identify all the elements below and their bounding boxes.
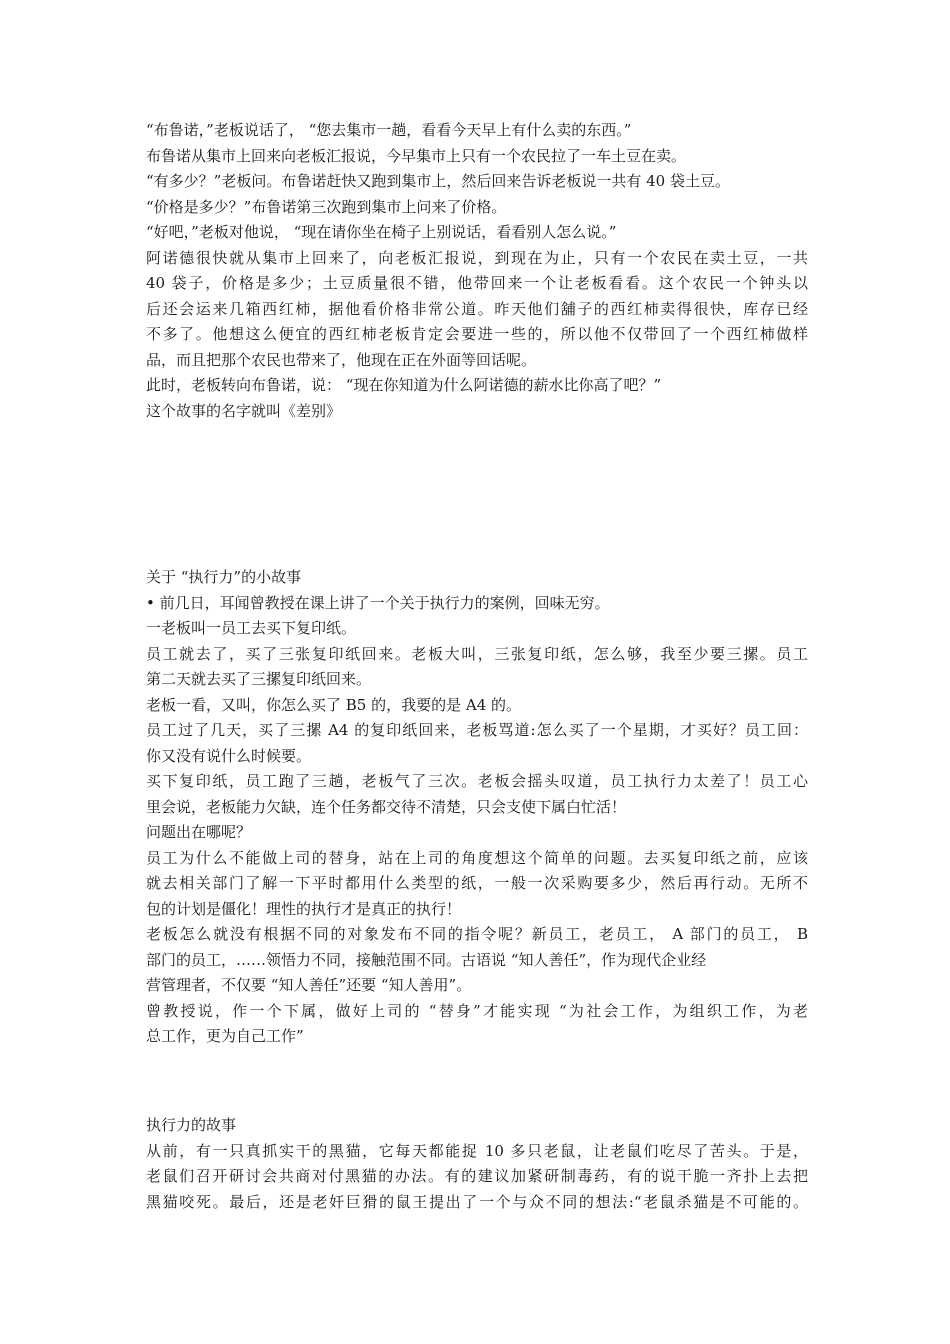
section-title: 执行力的故事 [146,1116,237,1134]
paragraph-line: 营管理者，不仅要 “知人善任”还要 “知人善用”。 [146,976,472,994]
paragraph-line: 阿诺德很快就从集市上回来了，向老板汇报说，到现在为止，只有一个农民在卖土豆，一共 [146,248,808,267]
paragraph-line: 总工作，更为自己工作” [146,1027,304,1045]
paragraph-line: “有多少？”老板问。布鲁诺赶快又跑到集市上，然后回来告诉老板说一共有 40 袋土豆。 [146,172,730,190]
paragraph-line: “好吧，”老板对他说， “现在请你坐在椅子上别说话，看看别人怎么说。” [146,223,617,241]
paragraph-line: 第二天就去买了三摞复印纸回来。 [146,670,372,688]
paragraph-line: 从前，有一只真抓实干的黑猫，它每天都能捉 10 多只老鼠，让老鼠们吃尽了苦头。于是， [146,1141,808,1160]
paragraph-line: 你又没有说什么时候要。 [146,746,312,765]
bullet-line: • 前几日，耳闻曾教授在课上讲了一个关于执行力的案例，回味无穷。 [146,593,610,612]
story-difference [146,118,808,424]
story-execution-copy-paper [146,565,808,1050]
paragraph-line: “布鲁诺，”老板说话了， “您去集市一趟，看看今天早上有什么卖的东西。” [146,121,632,139]
paragraph-line: 此时，老板转向布鲁诺，说： “现在你知道为什么阿诺德的薪水比你高了吧？” [146,376,662,394]
paragraph-line: 40 袋子，价格是多少；土豆质量很不错，他带回来一个让老板看看。这个农民一个钟头以 [146,274,808,292]
paragraph-line: 员工为什么不能做上司的替身，站在上司的角度想这个简单的问题。去买复印纸之前，应该 [146,848,808,867]
paragraph-line: 买下复印纸，员工跑了三趟，老板气了三次。老板会摇头叹道，员工执行力太差了！员工心 [146,772,808,790]
paragraph-line: 黑猫咬死。最后，还是老奸巨猾的鼠王提出了一个与众不同的想法:“老鼠杀猫是不可能的。 [146,1192,808,1211]
paragraph-line: 里会说，老板能力欠缺，连个任务都交待不清楚，只会支使下属白忙活！ [146,797,627,816]
paragraph-line: 就去相关部门了解一下平时都用什么类型的纸，一般一次采购要多少，然后再行动。无所不 [146,874,808,892]
paragraph-line: 老板怎么就没有根据不同的对象发布不同的指令呢？新员工，老员工， A 部门的员工， B [146,925,808,943]
paragraph-line: 员工就去了，买了三张复印纸回来。老板大叫，三张复印纸，怎么够，我至少要三摞。员工 [146,644,808,663]
paragraph-line: 布鲁诺从集市上回来向老板汇报说，今早集市上只有一个农民拉了一车土豆在卖。 [146,146,687,165]
paragraph-line: 一老板叫一员工去买下复印纸。 [146,619,357,637]
story-execution-black-cat [146,1113,808,1215]
paragraph-line: 部门的员工，……领悟力不同，接触范围不同。古语说 “知人善任”，作为现代企业经 [146,950,707,969]
paragraph-line: 问题出在哪呢？ [146,823,252,841]
paragraph-line: 员工过了几天，买了三摞 A4 的复印纸回来，老板骂道:怎么买了一个星期，才买好？员工回： [146,721,808,739]
paragraph-line: 不多了。他想这么便宜的西红柿老板肯定会要进一些的，所以他不仅带回了一个西红柿做样 [146,325,808,343]
paragraph-line: “价格是多少？”布鲁诺第三次跑到集市上问来了价格。 [146,197,507,216]
paragraph-line: 老鼠们召开研讨会共商对付黑猫的办法。有的建议加紧研制毒药，有的说干脆一齐扑上去把 [146,1167,808,1185]
paragraph-line: 曾教授说，作一个下属，做好上司的 “替身”才能实现 “为社会工作，为组织工作，为老 [146,1001,808,1020]
paragraph-line: 包的计划是僵化！理性的执行才是真正的执行！ [146,899,462,918]
section-title: 关于 “执行力”的小故事 [146,568,302,586]
paragraph-line: 品，而且把那个农民也带来了，他现在正在外面等回话呢。 [146,350,537,369]
paragraph-line: 这个故事的名字就叫《差别》 [146,401,342,420]
paragraph-line: 后还会运来几箱西红柿，据他看价格非常公道。昨天他们舖子的西红柿卖得很快，库存已经 [146,299,808,318]
paragraph-line: 老板一看，又叫，你怎么买了 B5 的，我要的是 A4 的。 [146,695,522,714]
